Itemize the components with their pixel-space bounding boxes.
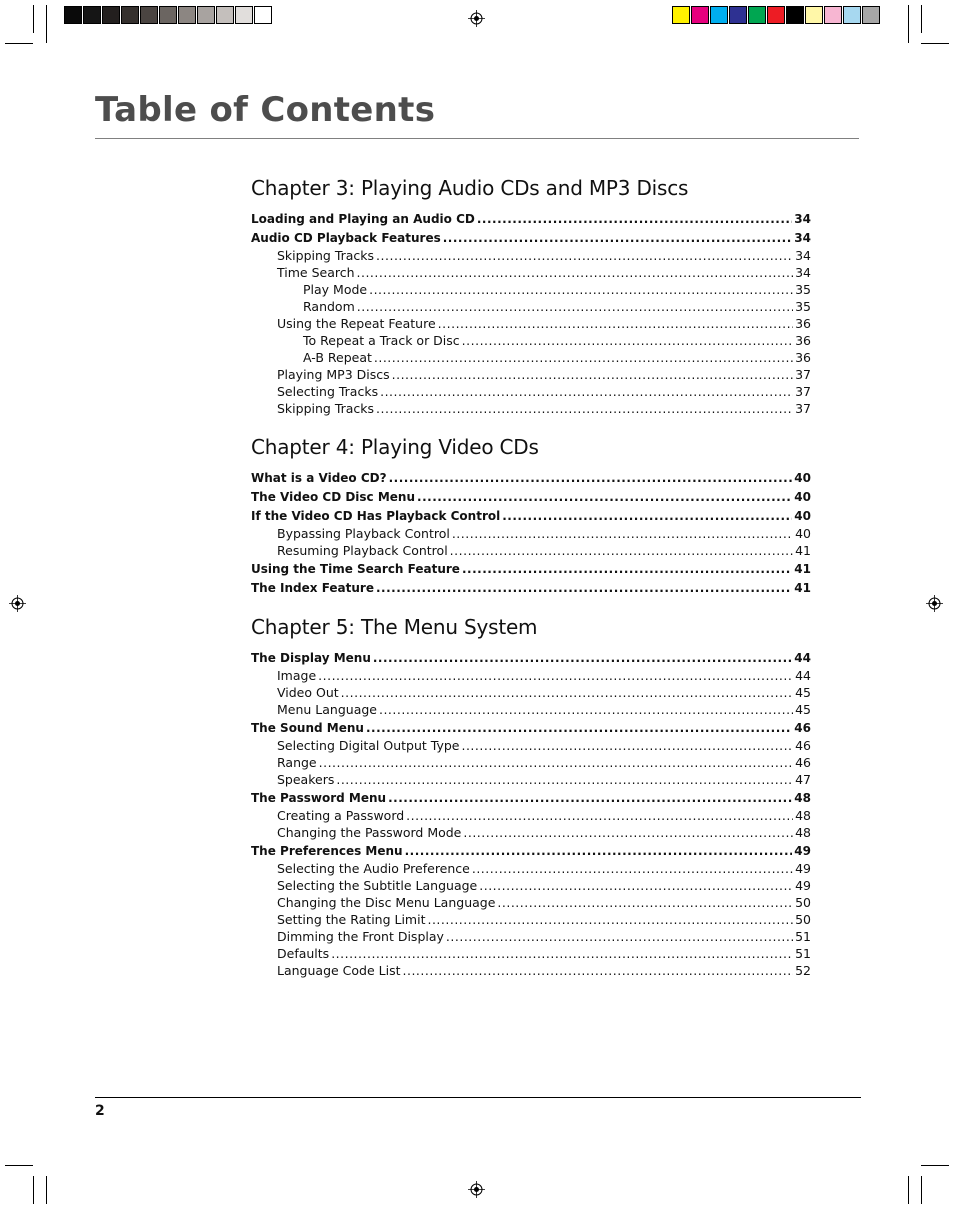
title-rule — [95, 138, 859, 139]
toc-entry-label: Skipping Tracks — [277, 248, 375, 263]
dot-leader — [380, 383, 793, 400]
toc-entry — [251, 860, 811, 877]
toc-entry-label: The Sound Menu — [251, 721, 364, 735]
dot-leader — [450, 542, 793, 559]
grayscale-swatch — [102, 6, 120, 24]
process-swatch — [729, 6, 747, 24]
chapter-title: Chapter 4: Playing Video CDs — [251, 435, 539, 459]
grayscale-swatch — [140, 6, 158, 24]
process-swatch — [843, 6, 861, 24]
toc-entry-label: Language Code List — [277, 963, 401, 978]
toc-entry-label: Bypassing Playback Control — [277, 526, 450, 541]
toc-entry-label: Loading and Playing an Audio CD — [251, 212, 475, 226]
toc-entry-label: Selecting Digital Output Type — [277, 738, 460, 753]
toc-entry-label: What is a Video CD? — [251, 471, 387, 485]
toc-entry — [251, 911, 811, 928]
process-swatch — [691, 6, 709, 24]
toc-entry-label: Random — [303, 299, 355, 314]
registration-mark-icon — [468, 10, 485, 27]
toc-entry-label: Video Out — [277, 685, 339, 700]
chapter-title: Chapter 3: Playing Audio CDs and MP3 Discs — [251, 176, 689, 200]
dot-leader — [446, 928, 793, 945]
toc-entry-page: 34 — [794, 231, 811, 245]
dot-leader — [318, 667, 793, 684]
crop-mark — [33, 5, 34, 33]
crop-mark — [908, 5, 909, 43]
toc-entry-page: 35 — [795, 299, 811, 314]
toc-entry-page: 37 — [795, 384, 811, 399]
toc-entry — [251, 366, 811, 383]
toc-entry-page: 44 — [795, 668, 811, 683]
chapter-section — [251, 612, 811, 979]
dot-leader — [369, 281, 793, 298]
process-swatch — [672, 6, 690, 24]
dot-leader — [502, 508, 792, 525]
toc-entry-label: Setting the Rating Limit — [277, 912, 426, 927]
toc-entry-page: 37 — [795, 367, 811, 382]
crop-mark — [33, 1176, 34, 1204]
toc-entry-label: Menu Language — [277, 702, 377, 717]
toc-entry — [251, 264, 811, 281]
grayscale-swatch — [254, 6, 272, 24]
grayscale-swatch — [178, 6, 196, 24]
process-color-bar — [672, 6, 881, 24]
toc-entry-page: 41 — [794, 562, 811, 576]
grayscale-swatch — [83, 6, 101, 24]
dot-leader — [472, 860, 793, 877]
toc-entry — [251, 894, 811, 911]
toc-entry-label: Play Mode — [303, 282, 368, 297]
process-swatch — [767, 6, 785, 24]
toc-entry-label: Dimming the Front Display — [277, 929, 444, 944]
dot-leader — [392, 366, 793, 383]
toc-entry — [251, 400, 811, 417]
toc-entry — [251, 525, 811, 542]
crop-mark — [921, 43, 949, 44]
toc-entry-label: The Video CD Disc Menu — [251, 490, 416, 504]
toc-entry-page: 45 — [795, 702, 811, 717]
toc-entry — [251, 667, 811, 684]
toc-entry — [251, 508, 811, 525]
dot-leader — [479, 877, 793, 894]
toc-entry — [251, 790, 811, 807]
toc-entry-label: Creating a Password — [277, 808, 405, 823]
dot-leader — [389, 470, 793, 487]
toc-entry-page: 37 — [795, 401, 811, 416]
toc-entry-page: 36 — [795, 333, 811, 348]
toc-entry — [251, 877, 811, 894]
dot-leader — [376, 400, 793, 417]
process-swatch — [710, 6, 728, 24]
toc-entry — [251, 230, 811, 247]
toc-entry-page: 48 — [795, 808, 811, 823]
dot-leader — [341, 684, 793, 701]
toc-entry-page: 49 — [795, 861, 811, 876]
grayscale-swatch — [235, 6, 253, 24]
toc-entry-label: Speakers — [277, 772, 335, 787]
registration-mark-icon — [926, 595, 943, 612]
process-swatch — [824, 6, 842, 24]
crop-mark — [908, 1176, 909, 1204]
dot-leader — [379, 701, 793, 718]
toc-entry-page: 34 — [794, 212, 811, 226]
dot-leader — [427, 911, 793, 928]
toc-entry-label: Time Search — [277, 265, 355, 280]
dot-leader — [403, 962, 794, 979]
toc-entry-label: Selecting Tracks — [277, 384, 379, 399]
grayscale-swatch — [64, 6, 82, 24]
toc-entry — [251, 349, 811, 366]
toc-entry-page: 48 — [795, 825, 811, 840]
dot-leader — [357, 264, 794, 281]
toc-entry — [251, 824, 811, 841]
dot-leader — [463, 824, 793, 841]
registration-mark-icon — [468, 1181, 485, 1198]
dot-leader — [388, 790, 792, 807]
toc-entry — [251, 470, 811, 487]
toc-entry — [251, 843, 811, 860]
toc-entry-label: Audio CD Playback Features — [251, 231, 441, 245]
chapter-section — [251, 432, 811, 597]
toc-entry-label: Range — [277, 755, 317, 770]
toc-entry — [251, 542, 811, 559]
toc-entry — [251, 561, 811, 578]
toc-entry — [251, 489, 811, 506]
dot-leader — [405, 843, 793, 860]
dot-leader — [417, 489, 792, 506]
toc-entry — [251, 962, 811, 979]
table-of-contents — [251, 173, 811, 994]
toc-entry — [251, 383, 811, 400]
grayscale-swatch — [216, 6, 234, 24]
dot-leader — [376, 580, 792, 597]
dot-leader — [373, 650, 792, 667]
toc-entry-label: To Repeat a Track or Disc — [303, 333, 460, 348]
crop-mark — [5, 43, 33, 44]
toc-entry-label: The Preferences Menu — [251, 844, 403, 858]
chapter-title: Chapter 5: The Menu System — [251, 615, 538, 639]
toc-entry-label: The Index Feature — [251, 581, 374, 595]
toc-entry-page: 35 — [795, 282, 811, 297]
registration-mark-icon — [9, 595, 26, 612]
dot-leader — [462, 561, 792, 578]
toc-entry-label: Skipping Tracks — [277, 401, 375, 416]
toc-entry — [251, 315, 811, 332]
toc-entry-page: 50 — [795, 912, 811, 927]
grayscale-swatch — [159, 6, 177, 24]
toc-entry — [251, 298, 811, 315]
process-swatch — [786, 6, 804, 24]
toc-entry-label: A-B Repeat — [303, 350, 372, 365]
toc-entry-page: 47 — [795, 772, 811, 787]
toc-entry — [251, 720, 811, 737]
dot-leader — [443, 230, 793, 247]
toc-entry-page: 40 — [794, 490, 811, 504]
dot-leader — [497, 894, 793, 911]
toc-entry-page: 46 — [794, 721, 811, 735]
toc-entry-label: Selecting the Subtitle Language — [277, 878, 478, 893]
toc-entry-label: The Display Menu — [251, 651, 371, 665]
toc-entry-label: Selecting the Audio Preference — [277, 861, 470, 876]
toc-entry-page: 50 — [795, 895, 811, 910]
toc-entry-page: 48 — [794, 791, 811, 805]
toc-entry — [251, 737, 811, 754]
dot-leader — [477, 211, 792, 228]
crop-mark — [921, 5, 922, 33]
toc-entry-page: 49 — [794, 844, 811, 858]
toc-entry — [251, 928, 811, 945]
crop-mark — [5, 1165, 33, 1166]
chapter-section — [251, 173, 811, 417]
toc-entry — [251, 247, 811, 264]
toc-entry-page: 40 — [795, 526, 811, 541]
dot-leader — [452, 525, 793, 542]
crop-mark — [921, 1176, 922, 1204]
toc-entry-page: 36 — [795, 316, 811, 331]
toc-entry-page: 51 — [795, 946, 811, 961]
toc-entry — [251, 211, 811, 228]
dot-leader — [461, 737, 793, 754]
toc-entry — [251, 701, 811, 718]
toc-entry-page: 41 — [795, 543, 811, 558]
toc-entry-page: 46 — [795, 738, 811, 753]
toc-entry-page: 45 — [795, 685, 811, 700]
toc-entry-page: 51 — [795, 929, 811, 944]
toc-entry-label: Changing the Disc Menu Language — [277, 895, 496, 910]
dot-leader — [376, 247, 793, 264]
dot-leader — [319, 754, 793, 771]
grayscale-swatch — [121, 6, 139, 24]
dot-leader — [357, 298, 793, 315]
dot-leader — [331, 945, 793, 962]
toc-entry-label: Defaults — [277, 946, 330, 961]
toc-entry-label: Using the Time Search Feature — [251, 562, 460, 576]
toc-entry-page: 49 — [795, 878, 811, 893]
dot-leader — [336, 771, 793, 788]
toc-entry — [251, 807, 811, 824]
toc-entry — [251, 684, 811, 701]
toc-entry-page: 40 — [794, 471, 811, 485]
crop-mark — [46, 1176, 47, 1204]
toc-entry-label: If the Video CD Has Playback Control — [251, 509, 501, 523]
toc-entry — [251, 754, 811, 771]
footer-rule — [95, 1097, 861, 1098]
crop-mark — [921, 1165, 949, 1166]
toc-entry — [251, 650, 811, 667]
toc-entry-label: Playing MP3 Discs — [277, 367, 390, 382]
toc-entry-page: 36 — [795, 350, 811, 365]
toc-entry — [251, 332, 811, 349]
toc-entry-page: 52 — [795, 963, 811, 978]
toc-entry-page: 46 — [795, 755, 811, 770]
toc-entry-page: 34 — [795, 248, 811, 263]
dot-leader — [374, 349, 793, 366]
toc-entry — [251, 580, 811, 597]
process-swatch — [748, 6, 766, 24]
dot-leader — [438, 315, 793, 332]
toc-entry-label: Changing the Password Mode — [277, 825, 462, 840]
toc-entry-page: 44 — [794, 651, 811, 665]
process-swatch — [862, 6, 880, 24]
dot-leader — [462, 332, 793, 349]
toc-entry-page: 40 — [794, 509, 811, 523]
toc-entry-page: 34 — [795, 265, 811, 280]
dot-leader — [406, 807, 793, 824]
toc-entry — [251, 771, 811, 788]
process-swatch — [805, 6, 823, 24]
toc-entry-label: Resuming Playback Control — [277, 543, 448, 558]
toc-entry-label: The Password Menu — [251, 791, 387, 805]
dot-leader — [366, 720, 792, 737]
toc-entry — [251, 281, 811, 298]
crop-mark — [46, 5, 47, 43]
grayscale-swatch — [197, 6, 215, 24]
toc-entry-label: Using the Repeat Feature — [277, 316, 436, 331]
toc-entry — [251, 945, 811, 962]
page-title: Table of Contents — [95, 90, 436, 130]
grayscale-color-bar — [64, 6, 273, 24]
toc-entry-label: Image — [277, 668, 317, 683]
toc-entry-page: 41 — [794, 581, 811, 595]
page-number: 2 — [95, 1103, 105, 1119]
